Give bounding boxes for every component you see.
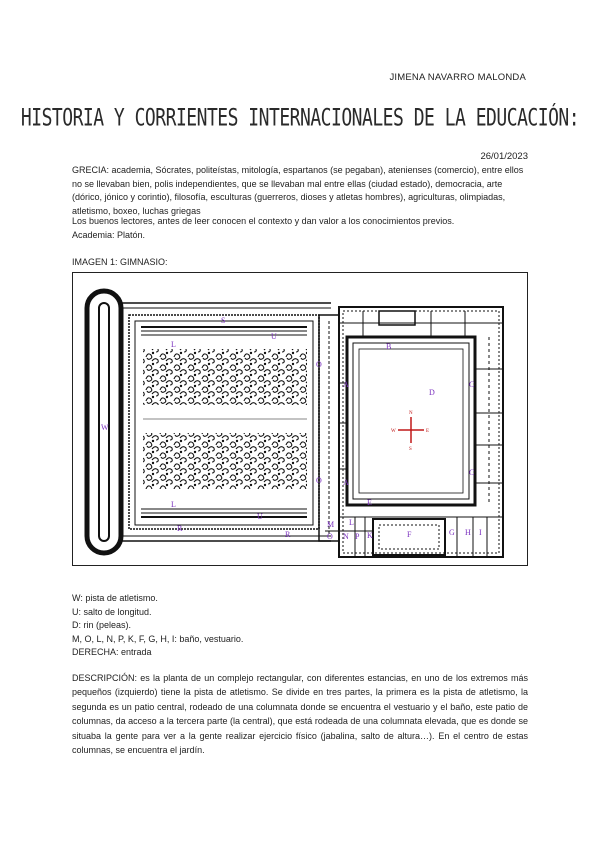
label-l-top: L xyxy=(171,340,176,349)
page-title: HISTORIA Y CORRIENTES INTERNACIONALES DE LA EDUCACIÓN: xyxy=(20,104,580,133)
label-g: G xyxy=(449,528,455,537)
legend-item: D: rin (peleas). xyxy=(72,620,132,630)
label-p: P xyxy=(355,532,360,541)
label-l-room: L xyxy=(349,518,354,527)
label-c-top: C xyxy=(469,380,475,389)
compass-south: S xyxy=(409,447,412,452)
figure-caption: IMAGEN 1: GIMNASIO: xyxy=(72,257,168,267)
intro-paragraph-lectores: Los buenos lectores, antes de leer conocen el contexto y dan valor a los conocimientos previos. xyxy=(72,216,455,226)
middle-colonnade xyxy=(319,315,339,541)
compass-east: E xyxy=(426,429,430,434)
label-a-top: A xyxy=(343,380,349,389)
label-c-bottom: C xyxy=(469,468,475,477)
legend-item: DERECHA: entrada xyxy=(72,647,152,657)
label-i: I xyxy=(479,528,482,537)
tree-grove xyxy=(143,349,307,489)
label-s: S xyxy=(221,316,226,325)
label-b: B xyxy=(386,342,392,351)
intro-paragraph-grecia: GRECIA: academia, Sócrates, politeístas, mitología, espartanos (se pegaban), atenienses (comercio), entre ellos no se llevaban bien, polis independientes, que se llevaban mal entre ellas (ciudad estado), democracia, arte (dórico, jónico y corintio), filosofía, esculturas (guerreros, dioses y atletas hombres), agriculturas, olimpiadas, atletismo, boxeo, luchas griegas xyxy=(72,165,524,216)
legend-item: W: pista de atletismo. xyxy=(72,593,158,603)
label-k: K xyxy=(367,531,373,540)
label-l-bottom: L xyxy=(171,500,176,509)
label-n: N xyxy=(343,532,349,541)
legend-item: M, O, L, N, P, K, F, G, H, I: baño, vestuario. xyxy=(72,633,244,644)
gymnasium-plan-drawing xyxy=(73,273,527,565)
label-a-bottom: A xyxy=(343,478,349,487)
label-r-left: R xyxy=(177,524,183,533)
label-f: F xyxy=(407,530,412,539)
description-paragraph xyxy=(72,671,528,757)
document-date: 26/01/2023 xyxy=(480,151,528,162)
label-d: D xyxy=(429,388,435,397)
description-label: DESCRIPCIÓN xyxy=(72,673,135,683)
running-track xyxy=(87,291,121,553)
label-w: W xyxy=(101,423,109,432)
compass-west: W xyxy=(391,429,396,434)
compass-rose xyxy=(391,411,429,452)
label-u-bottom: U xyxy=(257,512,263,521)
description-text: : es la planta de un complejo rectangular, con diferentes estancias, en uno de los extremos más pequeños (izquierdo) tiene la pista de atletismo. Se divide en tres partes, la primera es la pista de atletismo, la segunda es un patio central, rodeado de una columnata donde se encuentra el vestuario y el baño, este patio de columnas, da acceso a la tercera parte (la central), que está rodeada de una columnata elevada, que es donde se situaba la gente para ver a la gente realizar ejercicio físico (jabalina, salto de altura…). En el centro de estas columnas, se encuentra el jardín. xyxy=(72,673,528,756)
compass-north: N xyxy=(409,411,413,416)
label-o-top: O xyxy=(316,360,322,369)
label-o-bottom: O xyxy=(316,476,322,485)
gymnasium-plan-figure xyxy=(72,272,528,566)
label-m: M xyxy=(327,520,335,529)
stadium-walls xyxy=(121,303,331,541)
label-o-room: O xyxy=(327,532,333,541)
label-h: H xyxy=(465,528,471,537)
legend-list xyxy=(72,592,243,660)
author-name: JIMENA NAVARRO MALONDA xyxy=(389,72,526,83)
label-u-top: U xyxy=(271,332,277,341)
label-e: E xyxy=(367,498,372,507)
intro-paragraph-academia: Academia: Platón. xyxy=(72,230,146,240)
label-r-right: R xyxy=(285,530,291,539)
legend-item: U: salto de longitud. xyxy=(72,606,152,617)
